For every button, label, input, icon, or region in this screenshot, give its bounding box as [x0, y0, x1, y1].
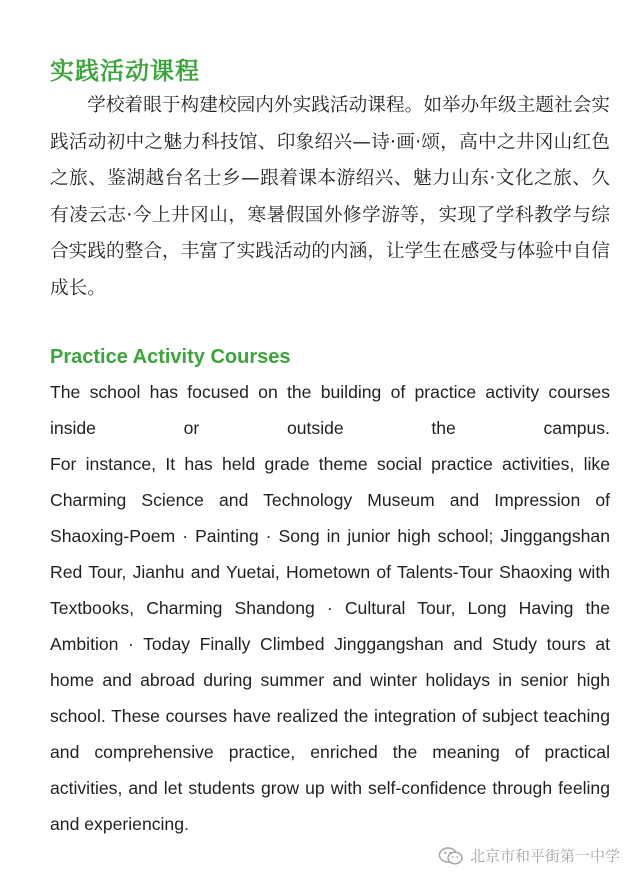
- english-section-title: Practice Activity Courses: [50, 346, 291, 368]
- wechat-icon: [438, 846, 464, 866]
- chinese-section-title: 实践活动课程: [50, 57, 200, 85]
- english-section-body: [50, 374, 610, 842]
- english-paragraph-2: For instance, It has held grade theme social practice activities, like Charming Science and Technology Museum and Impression of Shaoxing-Poem · Painting · Song in junior high school; Jinggangshan Red Tour, Jianhu and Yuetai, Hometown of Talents-Tour Shaoxing with Textbooks, Charming Shandong · Cultural Tour, Long Having the Ambition · Today Finally Climbed Jinggangshan and Study tours at home and abroad during summer and winter holidays in senior high school. These courses have realized the integration of subject teaching and comprehensive practice, enriched the meaning of practical activities, and let students grow up with self-confidence through feeling and experiencing.: [50, 454, 610, 834]
- watermark: [438, 846, 620, 866]
- watermark-text: 北京市和平街第一中学: [469, 847, 620, 865]
- english-paragraph-1: The school has focused on the building of practice activity courses inside or outside the campus.: [50, 382, 610, 438]
- chinese-section-paragraph: 学校着眼于构建校园内外实践活动课程。如举办年级主题社会实践活动初中之魅力科技馆、印象绍兴—诗·画·颂，高中之井冈山红色之旅、鉴湖越台名士乡—跟着课本游绍兴、魅力山东·文化之旅、久有凌云志·今上井冈山，寒暑假国外修学游等，实现了学科教学与综合实践的整合，丰富了实践活动的内涵，让学生在感受与体验中自信成长。: [50, 95, 610, 299]
